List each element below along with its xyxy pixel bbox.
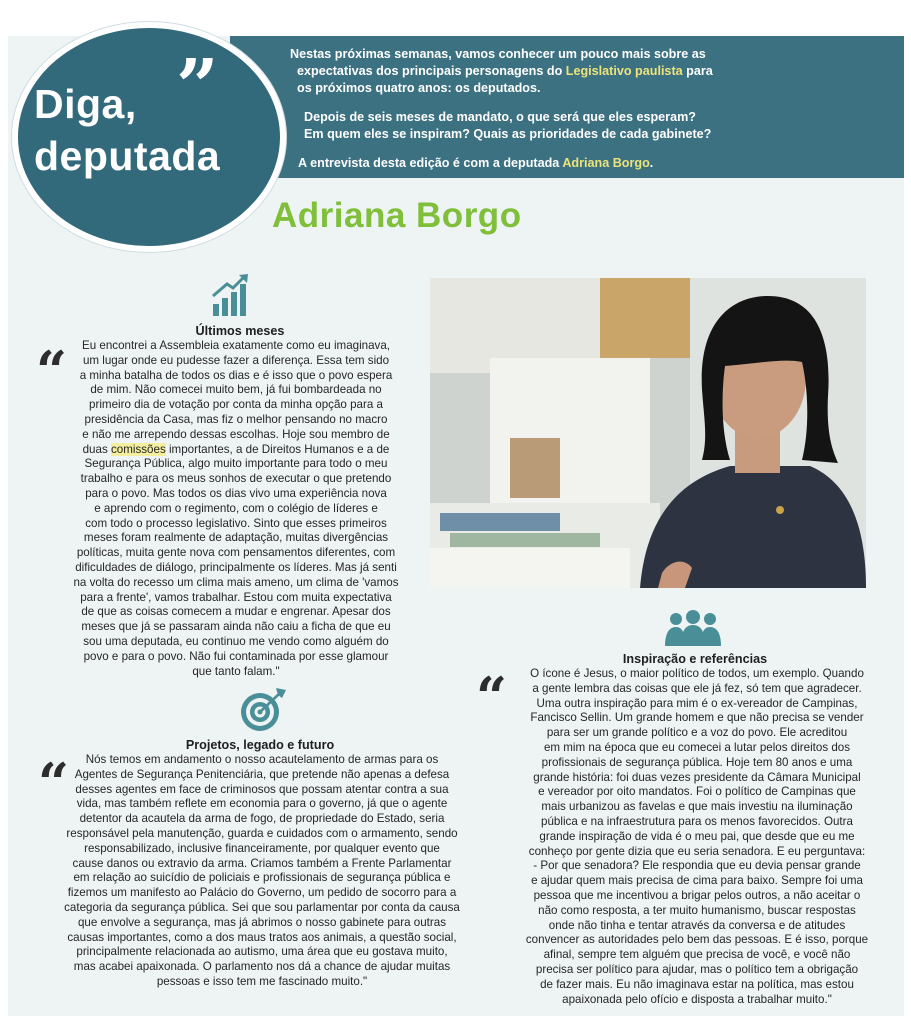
text-line: pessoas e isso tem me fascinado muito." [156,974,368,988]
text-line: para a frente', vamos trabalhar. Estou com muita expectativa [80,590,392,604]
text-line: cause danos ou extravio da arma. Criamos também a Frente Parlamentar [72,856,452,870]
text-line: Uma outra inspiração para mim é o ex-vereador de Campinas, [536,696,858,710]
text-line: grande história: foi duas vezes presidente da Câmara Municipal [533,770,861,784]
text-line: para o povo. Mas todos os dias vivo uma experiência nova [85,486,387,500]
text-line: profissionais de segurança pública. Hoje tem 80 anos e uma [541,755,853,769]
intro-line: expectativas dos principais personagens do [297,64,566,78]
text-line: de que as coisas comecem a mudar e engrenar. Apesar dos [81,605,391,619]
text-line: responsável pela manutenção, guarda e cuidados com o armamento, sendo [66,826,458,840]
intro-line: para [682,64,713,78]
intro-text [290,46,890,184]
text-line: Fancisco Sellin. Um grande homem e que não precisa se vender [530,711,864,725]
text-line: fizemos um manifesto ao Palácio do Governo, um pedido de socorro para a [67,886,457,900]
quote-mark: “ [36,339,68,403]
text-line: categoria da segurança pública. Sei que sou parlamentar por conta da causa [64,900,460,914]
question-line: Depois de seis meses de mandato, o que será que eles esperam? [304,110,696,124]
people-group-icon [664,610,722,648]
quote-icon: ” [176,44,219,130]
text-line: com todo o processo legislativo. Sinto que esses primeiros [85,516,387,530]
section-title-ultimos: Últimos meses [195,324,285,338]
text-line: desses agentes em face de criminosos que possam atentar contra a sua [75,782,449,796]
text-line: precisa ser político para ajudar, mas o político tem a obrigação [535,962,859,976]
text-line: apaixonada pelo ofício e disposta a trabalhar muito." [562,992,832,1006]
text-line: trabalho e para os meus sonhos de executar o que pretendo [80,472,392,486]
text-line: a gente lembra das coisas que ele já fez, só tem que agradecer. [532,681,862,695]
text-line: que envolve a segurança, mas já abrimos o nosso gabinete para outras [77,915,446,929]
section-text-projetos [40,753,484,990]
text-line: de mim. Não comecei muito bem, já fui bombardeada no [90,383,382,397]
text-line: na volta do recesso um clima mais ameno, um clima de 'vamos [73,575,399,589]
text-line: que tanto falam." [192,664,280,678]
interview-line: A entrevista desta edição é com a deputada [298,156,563,170]
text-line: em mim na época que eu comecei a lutar pelos direitos dos [543,740,851,754]
text-line: responsabilizado, inclusive financeiramente, por qualquer evento que [84,841,440,855]
section-title-inspiracao: Inspiração e referências [622,652,768,666]
interview-line: . [649,156,654,170]
text-line: e ajudar quem mais precisa de cima para baixo. Sempre foi uma [531,874,863,888]
text-line: convencer as autoridades pelo bem das pessoas. E é isso, porque [525,933,869,947]
highlight-comissoes: comissões [110,442,166,456]
question-line: Em quem eles se inspiram? Quais as prioridades de cada gabinete? [304,127,712,141]
highlight-name: Adriana Borgo [562,156,650,170]
text-line [56,443,416,458]
text-line: causas importantes, como a dos maus tratos aos animais, a questão social, [67,930,457,944]
text-line: um lugar onde eu pudesse fazer a diferença. Essa tem sido [82,353,390,367]
text-line: de fazer mais. Eu não imaginava estar na política, mas estou [540,977,854,991]
photo-illustration [430,278,866,588]
target-icon [238,686,288,734]
text-line: mais urbanizou as favelas e que mais investiu na iluminação [541,800,853,814]
text-line: mas acabei apaixonada. O parlamento nos dá a chance de ajudar muitas [73,960,451,974]
intro-line: Nestas próximas semanas, vamos conhecer um pouco mais sobre as [290,47,706,61]
text-line: principalmente relacionada ao autismo, uma área que eu gostava muito, [76,945,448,959]
bubble-title [34,78,220,182]
intro-line: os próximos quatro anos: os deputados. [297,81,541,95]
deputy-name: Adriana Borgo [272,196,522,235]
text-line: Eu encontrei a Assembleia exatamente como eu imaginava, [81,339,391,352]
text-line: presidência da Casa, mas fiz o melhor pensando no macro [84,412,388,426]
text-line: pública e na infraestrutura para os menos favorecidos. Outra [541,814,853,828]
text-line: Agentes de Segurança Penitenciária, que pretende não apenas a defesa [74,767,450,781]
text-line: Nós temos em andamento o nosso acautelamento de armas para os [85,753,439,766]
text-span: importantes, a de Direitos Humanos e a de [165,442,390,456]
quote-mark: “ [476,665,508,729]
quote-mark: “ [38,751,70,815]
text-line: onde não tinha e tentar através da conversa e de atitudes [548,918,846,932]
text-line: políticas, muita gente nova com pensamentos diferentes, com [76,546,396,560]
text-line: e aprendo com o regimento, com o colégio de líderes e [94,501,378,515]
intro-banner [230,36,904,178]
text-line: vida, mas também reflete em economia para o governo, já que o agente [76,797,448,811]
section-title-projetos: Projetos, legado e futuro [185,738,335,752]
text-line: a minha batalha de todos os dias e é isso que o povo espera [79,368,393,382]
text-line: pessoa que me incentivou a brigar pelos outros, a não aceitar o [533,888,861,902]
text-line: grande inspiração de vida é o meu pai, que desde que eu me [539,829,855,843]
bubble-title-line2: deputada [34,133,221,179]
text-line: O ícone é Jesus, o maior político de todos, um exemplo. Quando [530,667,864,680]
text-line: sou uma deputada, eu continuo me vendo como alguém do [83,634,389,648]
text-line: meses que já se passaram ainda não caiu a ficha de que eu [81,620,391,634]
text-line: e não me arrependo dessas escolhas. Hoje sou membro de [82,427,390,441]
text-line: Segurança Pública, algo muito importante para todo o meu [84,457,388,471]
text-line: detentor da acautela da arma de fogo, de propriedade do Estado, seria [79,812,445,826]
text-line: afinal, sempre tem alguém que precisa de você, e você não [543,948,851,962]
text-span: duas [82,442,111,456]
highlight-legislativo: Legislativo paulista [565,64,683,78]
section-text-ultimos [56,339,416,679]
text-line: povo e para o povo. Não fui contaminada por esse glamour [83,649,389,663]
text-line: dificuldades de diálogo, principalmente os líderes. Mas já senti [75,560,397,574]
text-line: conheço por gente dizia que eu seria senadora. E eu perguntava: [528,844,866,858]
deputy-photo [430,278,866,588]
growth-chart-icon [211,272,251,318]
section-text-inspiracao [496,667,898,1007]
text-line: e vereador por oito mandatos. Foi o político de Campinas que [538,785,856,799]
text-line: não como resposta, a ter muito humanismo, buscar respostas [538,903,856,917]
text-line: para ser um grande político e a voz do povo. Ele acreditou [546,726,848,740]
text-line: - Por que senadora? Ele respondia que eu devia pensar grande [533,859,861,873]
text-line: primeiro dia de votação por conta da minha opção para a [89,398,383,412]
text-line: em relação ao suicídio de policiais e profissionais de segurança pública e [73,871,451,885]
text-line: meses foram realmente de adaptação, muitas divergências [83,531,389,545]
bubble-title-line1: Diga, [34,81,137,127]
